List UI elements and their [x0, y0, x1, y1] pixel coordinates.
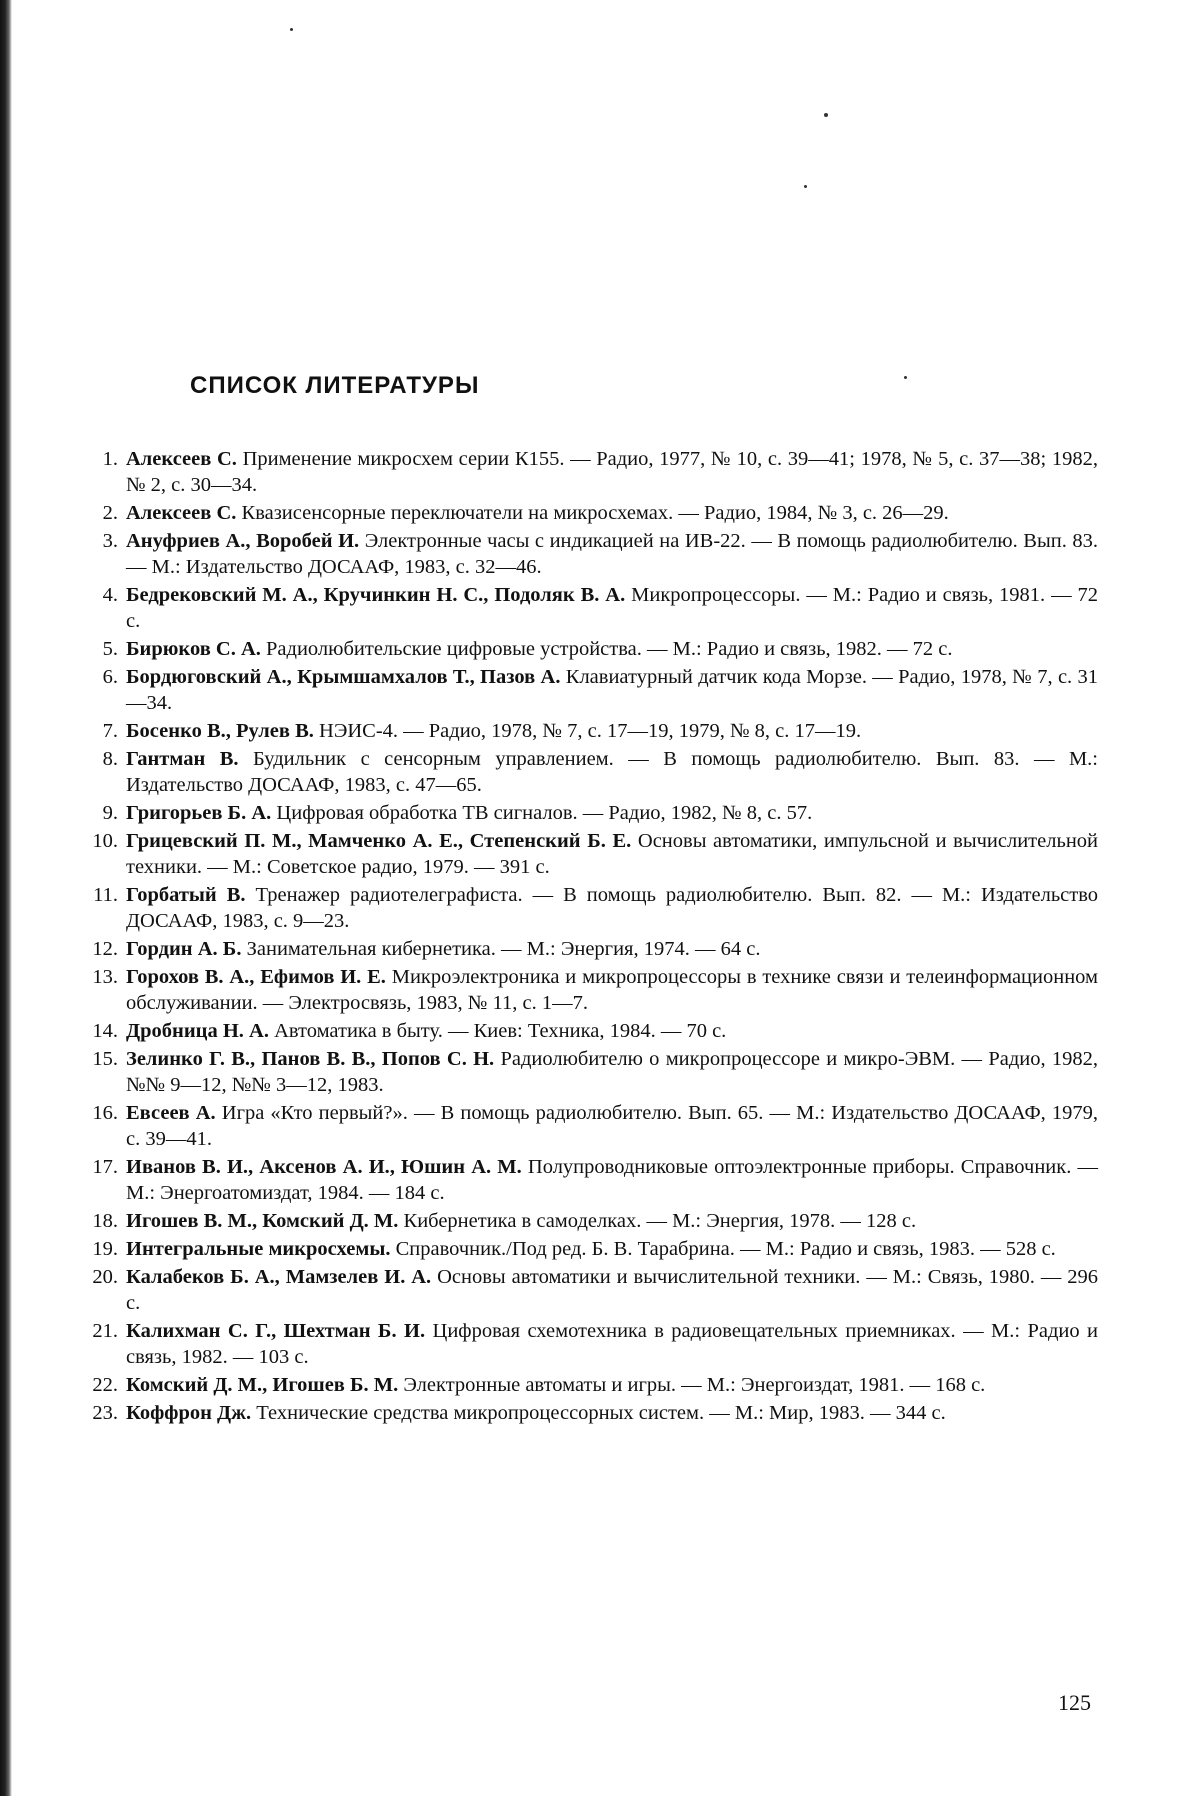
reference-item [70, 746, 1098, 798]
page-number: 125 [1058, 1690, 1091, 1716]
reference-text [126, 718, 1098, 744]
reference-text [126, 964, 1098, 1016]
reference-authors: Бордюговский А., Крымшамхалов Т., Пазов А. [126, 666, 560, 688]
reference-authors: Бедрековский М. А., Кручинкин Н. С., Подоляк В. А. [126, 584, 625, 606]
reference-item [70, 582, 1098, 634]
reference-text [126, 664, 1098, 716]
scan-speck [290, 28, 293, 31]
reference-authors: Гантман В. [126, 748, 239, 770]
reference-description: Будильник с сенсорным управлением. — В помощь радиолюбителю. Вып. 83. — М.: Издательство ДОСААФ, 1983, с. 47—65. [126, 748, 1098, 796]
reference-description: Занимательная кибернетика. — М.: Энергия, 1974. — 64 с. [247, 938, 761, 960]
reference-number: 12. [70, 936, 126, 962]
reference-text [126, 800, 1098, 826]
reference-authors: Иванов В. И., Аксенов А. И., Юшин А. М. [126, 1156, 522, 1178]
reference-item [70, 828, 1098, 880]
reference-authors: Дробница Н. А. [126, 1020, 269, 1042]
reference-authors: Босенко В., Рулев В. [126, 720, 314, 742]
reference-text [126, 1100, 1098, 1152]
reference-number: 22. [70, 1372, 126, 1398]
reference-number: 9. [70, 800, 126, 826]
reference-description: Радиолюбителю о микропроцессоре и микро-ЭВМ. — Радио, 1982, №№ 9—12, №№ 3—12, 1983. [126, 1048, 1098, 1096]
reference-item [70, 1018, 1098, 1044]
reference-authors: Бирюков С. А. [126, 638, 261, 660]
reference-number: 7. [70, 718, 126, 744]
reference-description: Применение микросхем серии К155. — Радио, 1977, № 10, с. 39—41; 1978, № 5, с. 37—38; 1982, № 2, с. 30—34. [126, 448, 1098, 496]
reference-description: Электронные автоматы и игры. — М.: Энергоиздат, 1981. — 168 с. [403, 1374, 985, 1396]
reference-number: 13. [70, 964, 126, 1016]
reference-description: Микропроцессоры. — М.: Радио и связь, 1981. — 72 с. [126, 584, 1098, 632]
reference-description: Кибернетика в самоделках. — М.: Энергия, 1978. — 128 с. [404, 1210, 917, 1232]
reference-description: Полупроводниковые оптоэлектронные приборы. Справочник. — М.: Энергоатомиздат, 1984. — 184 с. [126, 1156, 1098, 1204]
reference-authors: Калабеков Б. А., Мамзелев И. А. [126, 1266, 431, 1288]
reference-authors: Гордин А. Б. [126, 938, 241, 960]
reference-item [70, 1100, 1098, 1152]
reference-authors: Горохов В. А., Ефимов И. Е. [126, 966, 386, 988]
reference-number: 1. [70, 446, 126, 498]
reference-item [70, 1400, 1098, 1426]
scan-speck [824, 113, 828, 117]
reference-description: Цифровая обработка ТВ сигналов. — Радио, 1982, № 8, с. 57. [276, 802, 812, 824]
reference-item [70, 446, 1098, 498]
reference-description: Цифровая схемотехника в радиовещательных приемниках. — М.: Радио и связь, 1982. — 103 с. [126, 1320, 1098, 1368]
reference-item [70, 664, 1098, 716]
reference-authors: Коффрон Дж. [126, 1402, 251, 1424]
reference-authors: Евсеев А. [126, 1102, 216, 1124]
reference-item [70, 1208, 1098, 1234]
reference-number: 15. [70, 1046, 126, 1098]
reference-number: 3. [70, 528, 126, 580]
reference-description: Тренажер радиотелеграфиста. — В помощь радиолюбителю. Вып. 82. — М.: Издательство ДОСААФ, 1983, с. 9—23. [126, 884, 1098, 932]
reference-number: 23. [70, 1400, 126, 1426]
reference-description: Основы автоматики, импульсной и вычислительной техники. — М.: Советское радио, 1979. — 391 с. [126, 830, 1098, 878]
reference-item [70, 1236, 1098, 1262]
reference-list [70, 446, 1098, 1428]
reference-authors: Алексеев С. [126, 502, 236, 524]
reference-text [126, 936, 1098, 962]
reference-item [70, 936, 1098, 962]
reference-authors: Алексеев С. [126, 448, 237, 470]
reference-number: 4. [70, 582, 126, 634]
reference-number: 10. [70, 828, 126, 880]
reference-text [126, 1236, 1098, 1262]
reference-number: 8. [70, 746, 126, 798]
reference-item [70, 1046, 1098, 1098]
reference-item [70, 636, 1098, 662]
reference-description: Радиолюбительские цифровые устройства. — М.: Радио и связь, 1982. — 72 с. [266, 638, 953, 660]
reference-text [126, 1154, 1098, 1206]
reference-text [126, 1372, 1098, 1398]
reference-text [126, 636, 1098, 662]
reference-description: НЭИС-4. — Радио, 1978, № 7, с. 17—19, 1979, № 8, с. 17—19. [319, 720, 861, 742]
reference-item [70, 964, 1098, 1016]
reference-description: Электронные часы с индикацией на ИВ-22. — В помощь радиолюбителю. Вып. 83. — М.: Издательство ДОСААФ, 1983, с. 32—46. [126, 530, 1098, 578]
reference-text [126, 746, 1098, 798]
reference-text [126, 1400, 1098, 1426]
scan-speck [804, 185, 807, 188]
reference-item [70, 1318, 1098, 1370]
reference-number: 16. [70, 1100, 126, 1152]
reference-item [70, 1154, 1098, 1206]
reference-authors: Григорьев Б. А. [126, 802, 271, 824]
reference-item [70, 882, 1098, 934]
reference-text [126, 446, 1098, 498]
reference-item [70, 500, 1098, 526]
reference-authors: Интегральные микросхемы. [126, 1238, 390, 1260]
page-title: СПИСОК ЛИТЕРАТУРЫ [190, 372, 479, 400]
reference-authors: Зелинко Г. В., Панов В. В., Попов С. Н. [126, 1048, 494, 1070]
reference-text [126, 1208, 1098, 1234]
reference-number: 17. [70, 1154, 126, 1206]
reference-item [70, 1264, 1098, 1316]
reference-description: Микроэлектроника и микропроцессоры в технике связи и телеинформационном обслуживании. — Электросвязь, 1983, № 11, с. 1—7. [126, 966, 1098, 1014]
reference-text [126, 1264, 1098, 1316]
reference-description: Справочник./Под ред. Б. В. Тарабрина. — М.: Радио и связь, 1983. — 528 с. [396, 1238, 1056, 1260]
reference-number: 20. [70, 1264, 126, 1316]
reference-text [126, 500, 1098, 526]
reference-item [70, 800, 1098, 826]
reference-authors: Грицевский П. М., Мамченко А. Е., Степенский Б. Е. [126, 830, 631, 852]
reference-authors: Калихман С. Г., Шехтман Б. И. [126, 1320, 425, 1342]
reference-description: Основы автоматики и вычислительной техники. — М.: Связь, 1980. — 296 с. [126, 1266, 1098, 1314]
reference-number: 18. [70, 1208, 126, 1234]
reference-text [126, 582, 1098, 634]
reference-description: Квазисенсорные переключатели на микросхемах. — Радио, 1984, № 3, с. 26—29. [242, 502, 949, 524]
reference-authors: Игошев В. М., Комский Д. М. [126, 1210, 398, 1232]
reference-number: 11. [70, 882, 126, 934]
reference-item [70, 718, 1098, 744]
reference-number: 14. [70, 1018, 126, 1044]
reference-text [126, 1318, 1098, 1370]
reference-description: Автоматика в быту. — Киев: Техника, 1984. — 70 с. [274, 1020, 726, 1042]
reference-number: 2. [70, 500, 126, 526]
reference-text [126, 1018, 1098, 1044]
scan-speck [904, 376, 907, 379]
reference-text [126, 882, 1098, 934]
reference-item [70, 528, 1098, 580]
reference-number: 5. [70, 636, 126, 662]
reference-number: 19. [70, 1236, 126, 1262]
reference-description: Технические средства микропроцессорных систем. — М.: Мир, 1983. — 344 с. [256, 1402, 945, 1424]
page-spine-edge [0, 0, 12, 1796]
reference-text [126, 528, 1098, 580]
reference-description: Клавиатурный датчик кода Морзе. — Радио, 1978, № 7, с. 31—34. [126, 666, 1098, 714]
reference-text [126, 1046, 1098, 1098]
reference-text [126, 828, 1098, 880]
reference-authors: Ануфриев А., Воробей И. [126, 530, 359, 552]
reference-item [70, 1372, 1098, 1398]
reference-number: 21. [70, 1318, 126, 1370]
reference-authors: Горбатый В. [126, 884, 246, 906]
reference-description: Игра «Кто первый?». — В помощь радиолюбителю. Вып. 65. — М.: Издательство ДОСААФ, 1979, с. 39—41. [126, 1102, 1098, 1150]
reference-authors: Комский Д. М., Игошев Б. М. [126, 1374, 398, 1396]
reference-number: 6. [70, 664, 126, 716]
